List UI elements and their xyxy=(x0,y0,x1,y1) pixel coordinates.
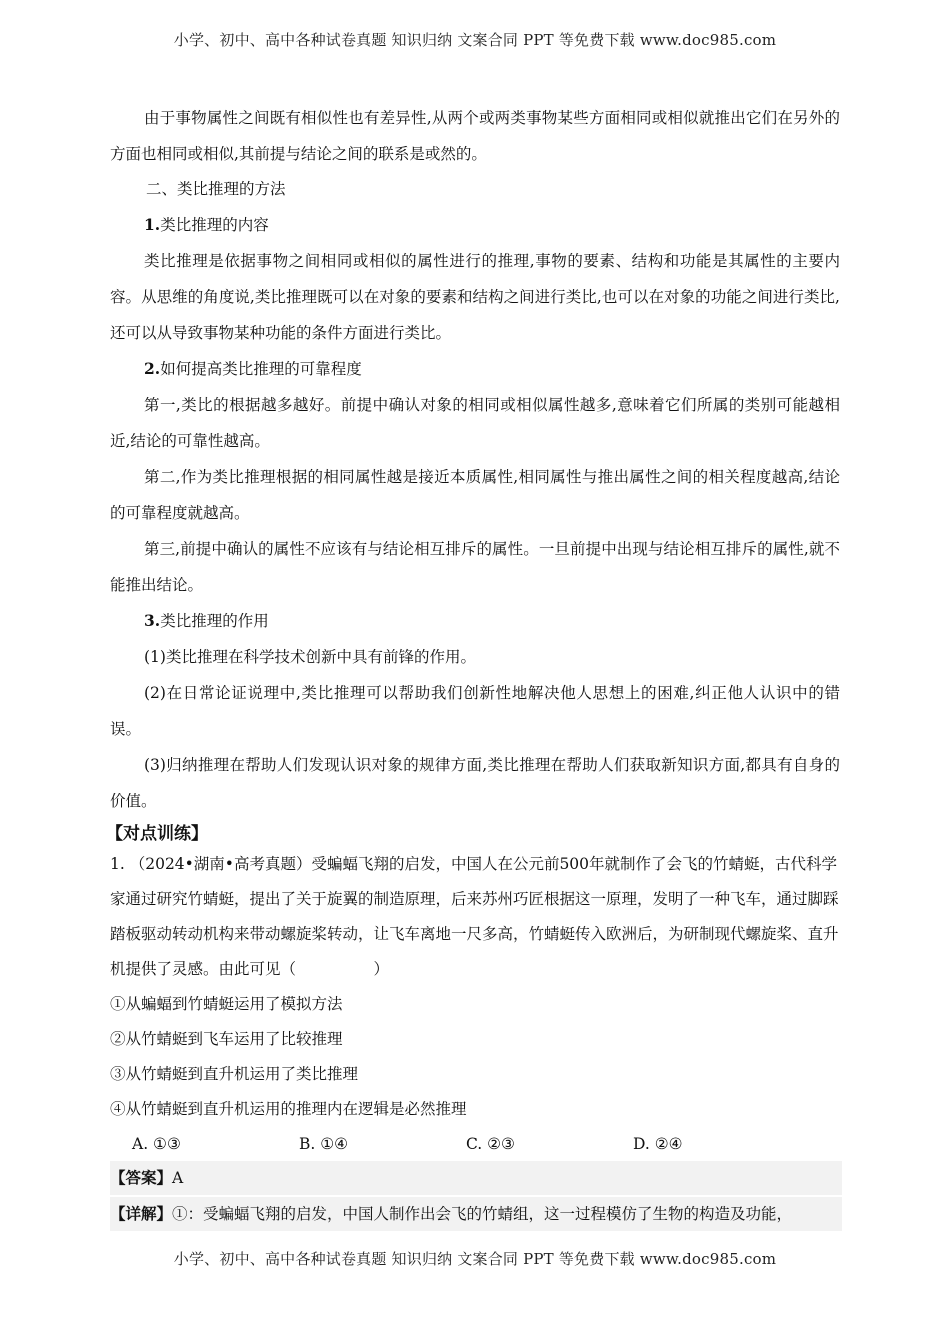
subheading-2 xyxy=(110,351,840,387)
content-paragraph: 类比推理是依据事物之间相同或相似的属性进行的推理,事物的要素、结构和功能是其属性的主要内容。从思维的角度说,类比推理既可以在对象的要素和结构之间进行类比,也可以在对象的功能之间进行类比,还可以从导致事物某种功能的条件方面进行类比。 xyxy=(110,252,840,342)
page-footer: 小学、初中、高中各种试卷真题 知识归纳 文案合同 PPT 等免费下载 www.doc985.com xyxy=(173,1250,777,1268)
subheading-title: 如何提高类比推理的可靠程度 xyxy=(160,360,362,378)
subheading-number: 3. xyxy=(144,611,161,630)
option-a: A. ①③ xyxy=(132,1135,181,1153)
statement-3: ③从竹蜻蜓到直升机运用了类比推理 xyxy=(110,1065,359,1083)
subheading-number: 2. xyxy=(144,359,161,378)
intro-paragraph: 由于事物属性之间既有相似性也有差异性,从两个或两类事物某些方面相同或相似就推出它们在另外的方面也相同或相似,其前提与结论之间的联系是或然的。 xyxy=(110,109,840,163)
option-d: D. ②④ xyxy=(633,1135,683,1153)
statement-2: ②从竹蜻蜓到飞车运用了比较推理 xyxy=(110,1030,343,1048)
practice-title: 【对点训练】 xyxy=(106,824,208,844)
subheading-title: 类比推理的作用 xyxy=(160,612,269,630)
answer-block xyxy=(110,1161,842,1231)
subheading-title: 类比推理的内容 xyxy=(160,216,269,234)
statement-1: ①从蝙蝠到竹蜻蜓运用了模拟方法 xyxy=(110,995,343,1013)
explanation-row xyxy=(110,1195,842,1231)
reliability-point-3: 第三,前提中确认的属性不应该有与结论相互排斥的属性。一旦前提中出现与结论相互排斥的属性,就不能推出结论。 xyxy=(110,540,840,594)
reliability-point-1: 第一,类比的根据越多越好。前提中确认对象的相同或相似属性越多,意味着它们所属的类别可能越相近,结论的可靠性越高。 xyxy=(110,396,840,450)
question-stem: 1. （2024•湖南•高考真题）受蝙蝠飞翔的启发，中国人在公元前500年就制作了会飞的竹蜻蜓，古代科学家通过研究竹蜻蜓，提出了关于旋翼的制造原理，后来苏州巧匠根据这一原理，发明了一种飞车，通过脚踩踏板驱动转动机构来带动螺旋桨转动，让飞车离地一尺多高，竹蜻蜓传入欧洲后，为研制现代螺旋桨、直升机提供了灵感。由此可见（ ） xyxy=(110,855,839,978)
function-point-1: (1)类比推理在科学技术创新中具有前锋的作用。 xyxy=(144,648,476,666)
option-c: C. ②③ xyxy=(466,1135,515,1153)
document-body xyxy=(106,100,840,1231)
answer-value: A xyxy=(172,1169,184,1187)
explanation-label: 【详解】 xyxy=(110,1205,173,1223)
function-point-3: (3)归纳推理在帮助人们发现认识对象的规律方面,类比推理在帮助人们获取新知识方面,都具有自身的价值。 xyxy=(110,756,840,810)
subheading-3 xyxy=(110,603,840,639)
function-point-2: (2)在日常论证说理中,类比推理可以帮助我们创新性地解决他人思想上的困难,纠正他人认识中的错误。 xyxy=(110,684,840,738)
subheading-1 xyxy=(110,207,840,243)
option-b: B. ①④ xyxy=(299,1135,349,1153)
answer-options xyxy=(110,1127,840,1161)
subheading-number: 1. xyxy=(144,215,161,234)
section-heading: 二、类比推理的方法 xyxy=(146,180,286,198)
statement-4: ④从竹蜻蜓到直升机运用的推理内在逻辑是必然推理 xyxy=(110,1100,467,1118)
answer-row xyxy=(110,1161,842,1195)
page-header: 小学、初中、高中各种试卷真题 知识归纳 文案合同 PPT 等免费下载 www.doc985.com xyxy=(173,31,777,49)
explanation-text: ①：受蝙蝠飞翔的启发，中国人制作出会飞的竹蜻组，这一过程模仿了生物的构造及功能， xyxy=(172,1205,793,1223)
answer-label: 【答案】 xyxy=(110,1169,173,1187)
reliability-point-2: 第二,作为类比推理根据的相同属性越是接近本质属性,相同属性与推出属性之间的相关程度越高,结论的可靠程度就越高。 xyxy=(110,468,840,522)
